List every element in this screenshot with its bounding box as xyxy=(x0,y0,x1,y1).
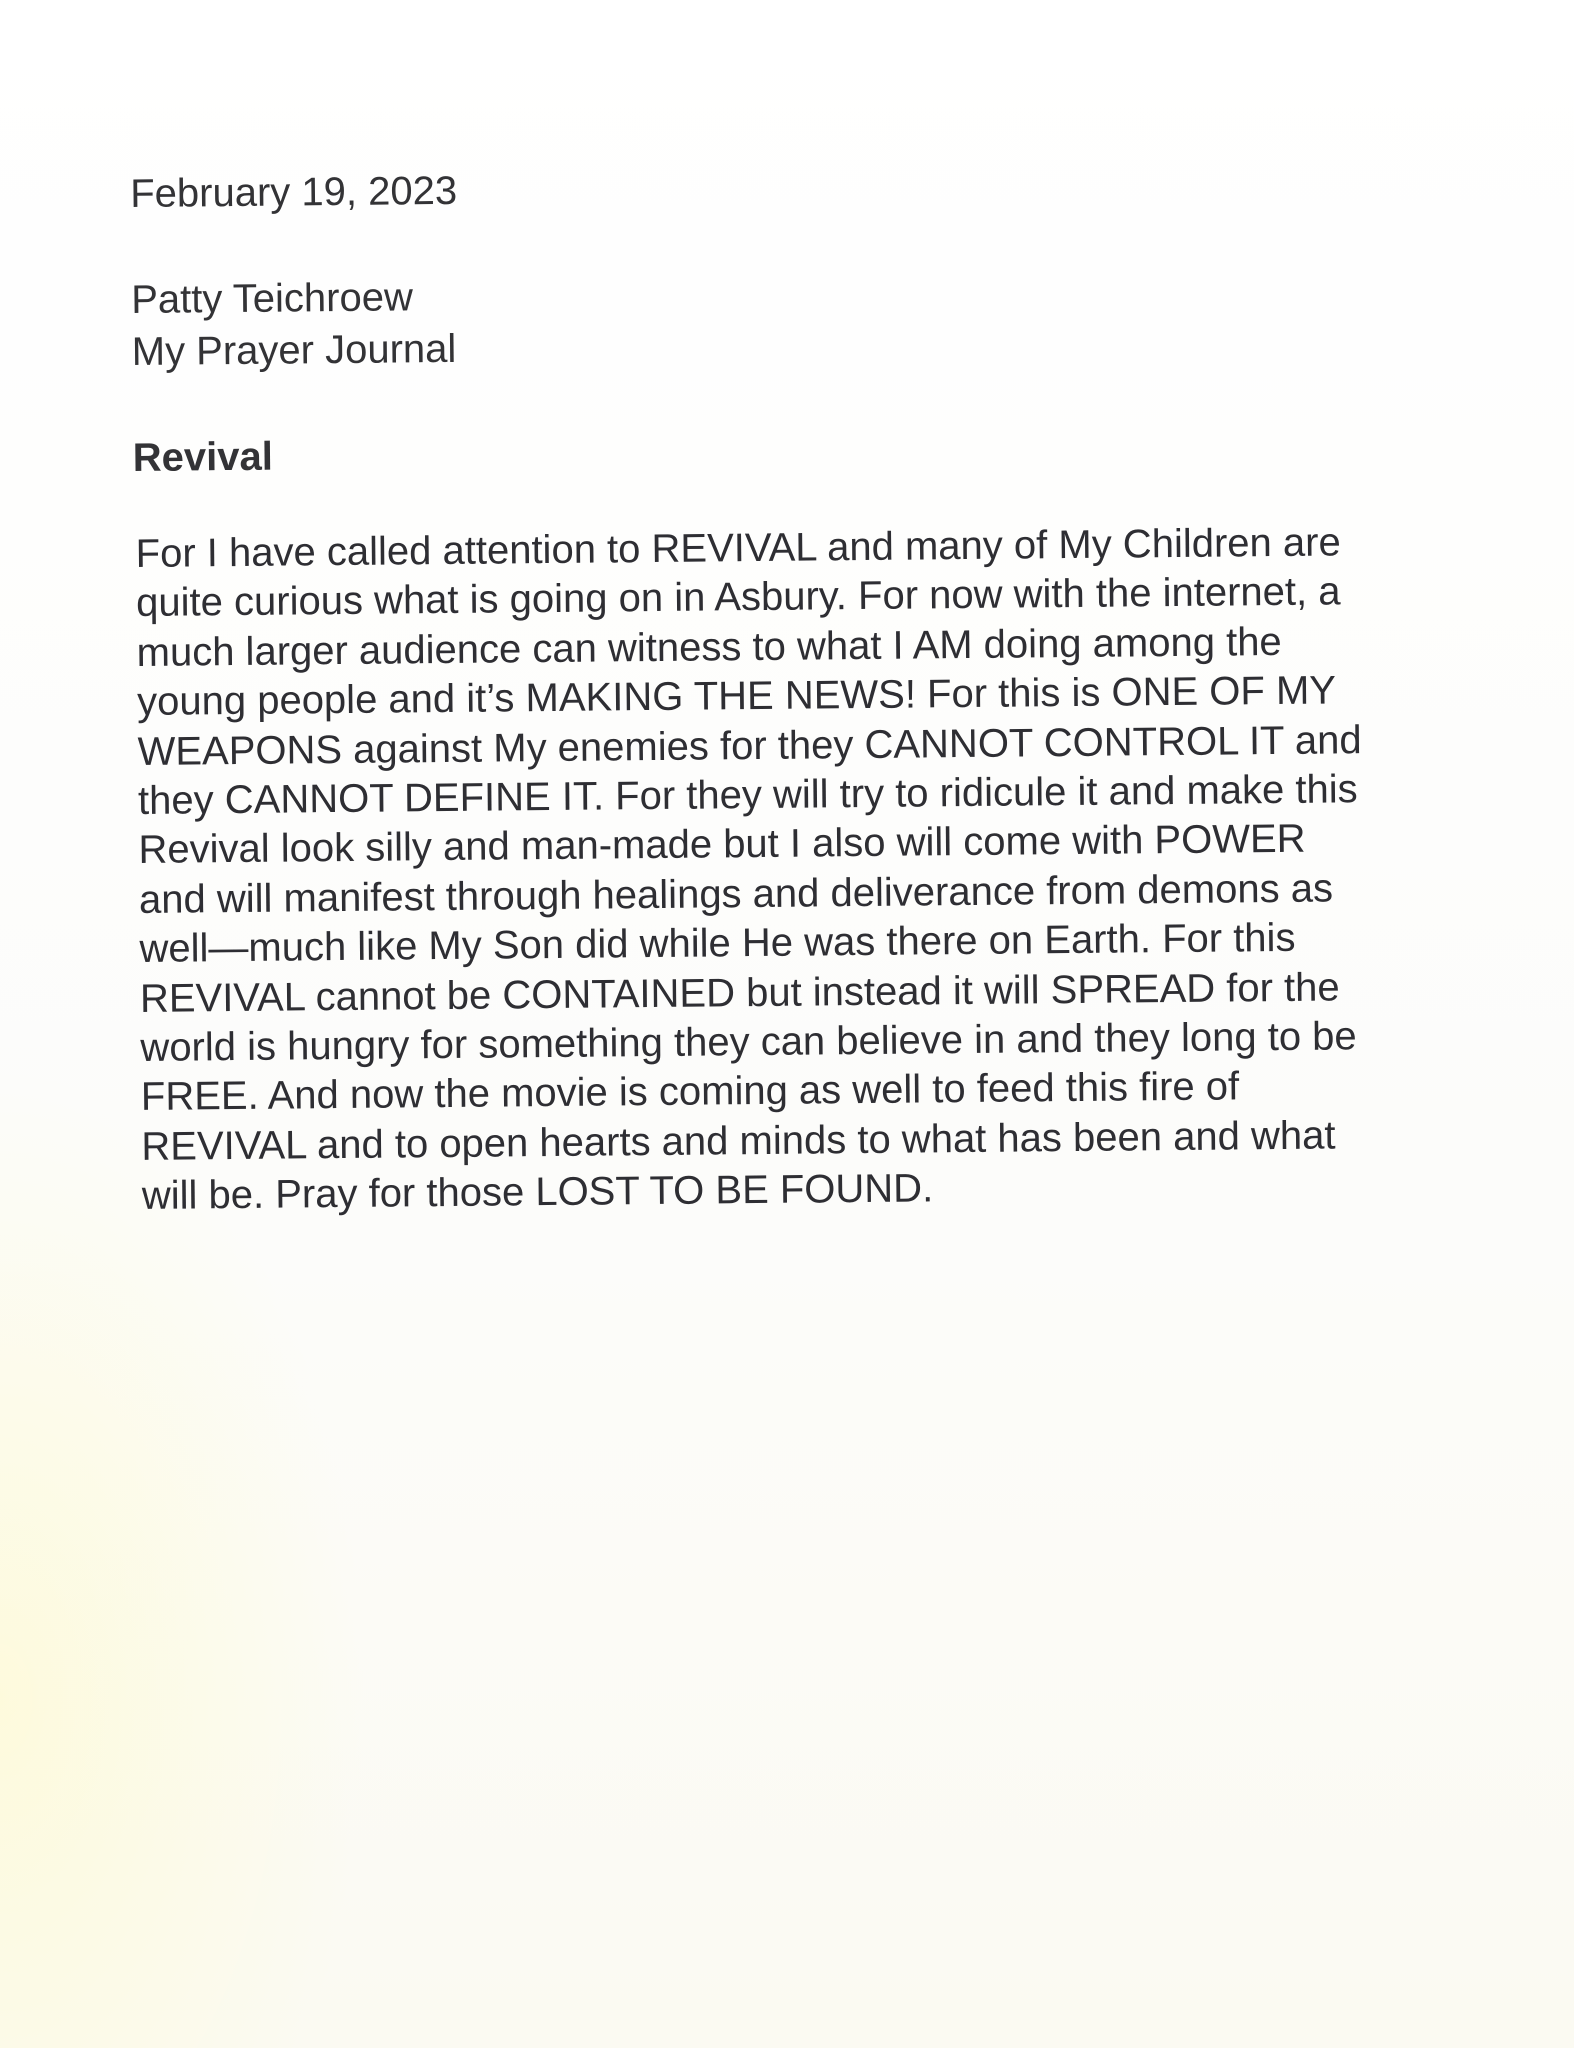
letter-body xyxy=(135,517,1540,1222)
body-line: quite curious what is going on in Asbury. For now with the internet, a xyxy=(135,569,1341,626)
author-name: Patty Teichroew xyxy=(131,275,414,322)
body-line: much larger audience can witness to what I AM doing among the xyxy=(136,619,1282,675)
body-line: world is hungry for something they can believe in and they long to be xyxy=(140,1014,1357,1071)
body-line: they CANNOT DEFINE IT. For they will try to ridicule it and make this xyxy=(137,767,1358,823)
body-line: Revival look silly and man-made but I also will come with POWER xyxy=(138,817,1306,873)
body-line: FREE. And now the movie is coming as well to feed this fire of xyxy=(140,1064,1240,1120)
body-line: REVIVAL cannot be CONTAINED but instead it will SPREAD for the xyxy=(139,965,1340,1021)
body-line: REVIVAL and to open hearts and minds to what has been and what xyxy=(141,1113,1336,1169)
body-line: and will manifest through healings and deliverance from demons as xyxy=(138,866,1334,922)
letter-page xyxy=(130,157,1540,1222)
letter-date: February 19, 2023 xyxy=(130,168,458,216)
body-line: young people and it’s MAKING THE NEWS! For this is ONE OF MY xyxy=(136,668,1337,725)
letter-title: Revival xyxy=(132,434,274,480)
body-line: WEAPONS against My enemies for they CANNOT CONTROL IT and xyxy=(137,717,1362,774)
journal-name: My Prayer Journal xyxy=(131,326,457,374)
body-line: will be. Pray for those LOST TO BE FOUND. xyxy=(141,1166,934,1219)
body-line: For I have called attention to REVIVAL and many of My Children are xyxy=(135,520,1341,576)
body-line: well—much like My Son did while He was there on Earth. For this xyxy=(139,916,1296,972)
